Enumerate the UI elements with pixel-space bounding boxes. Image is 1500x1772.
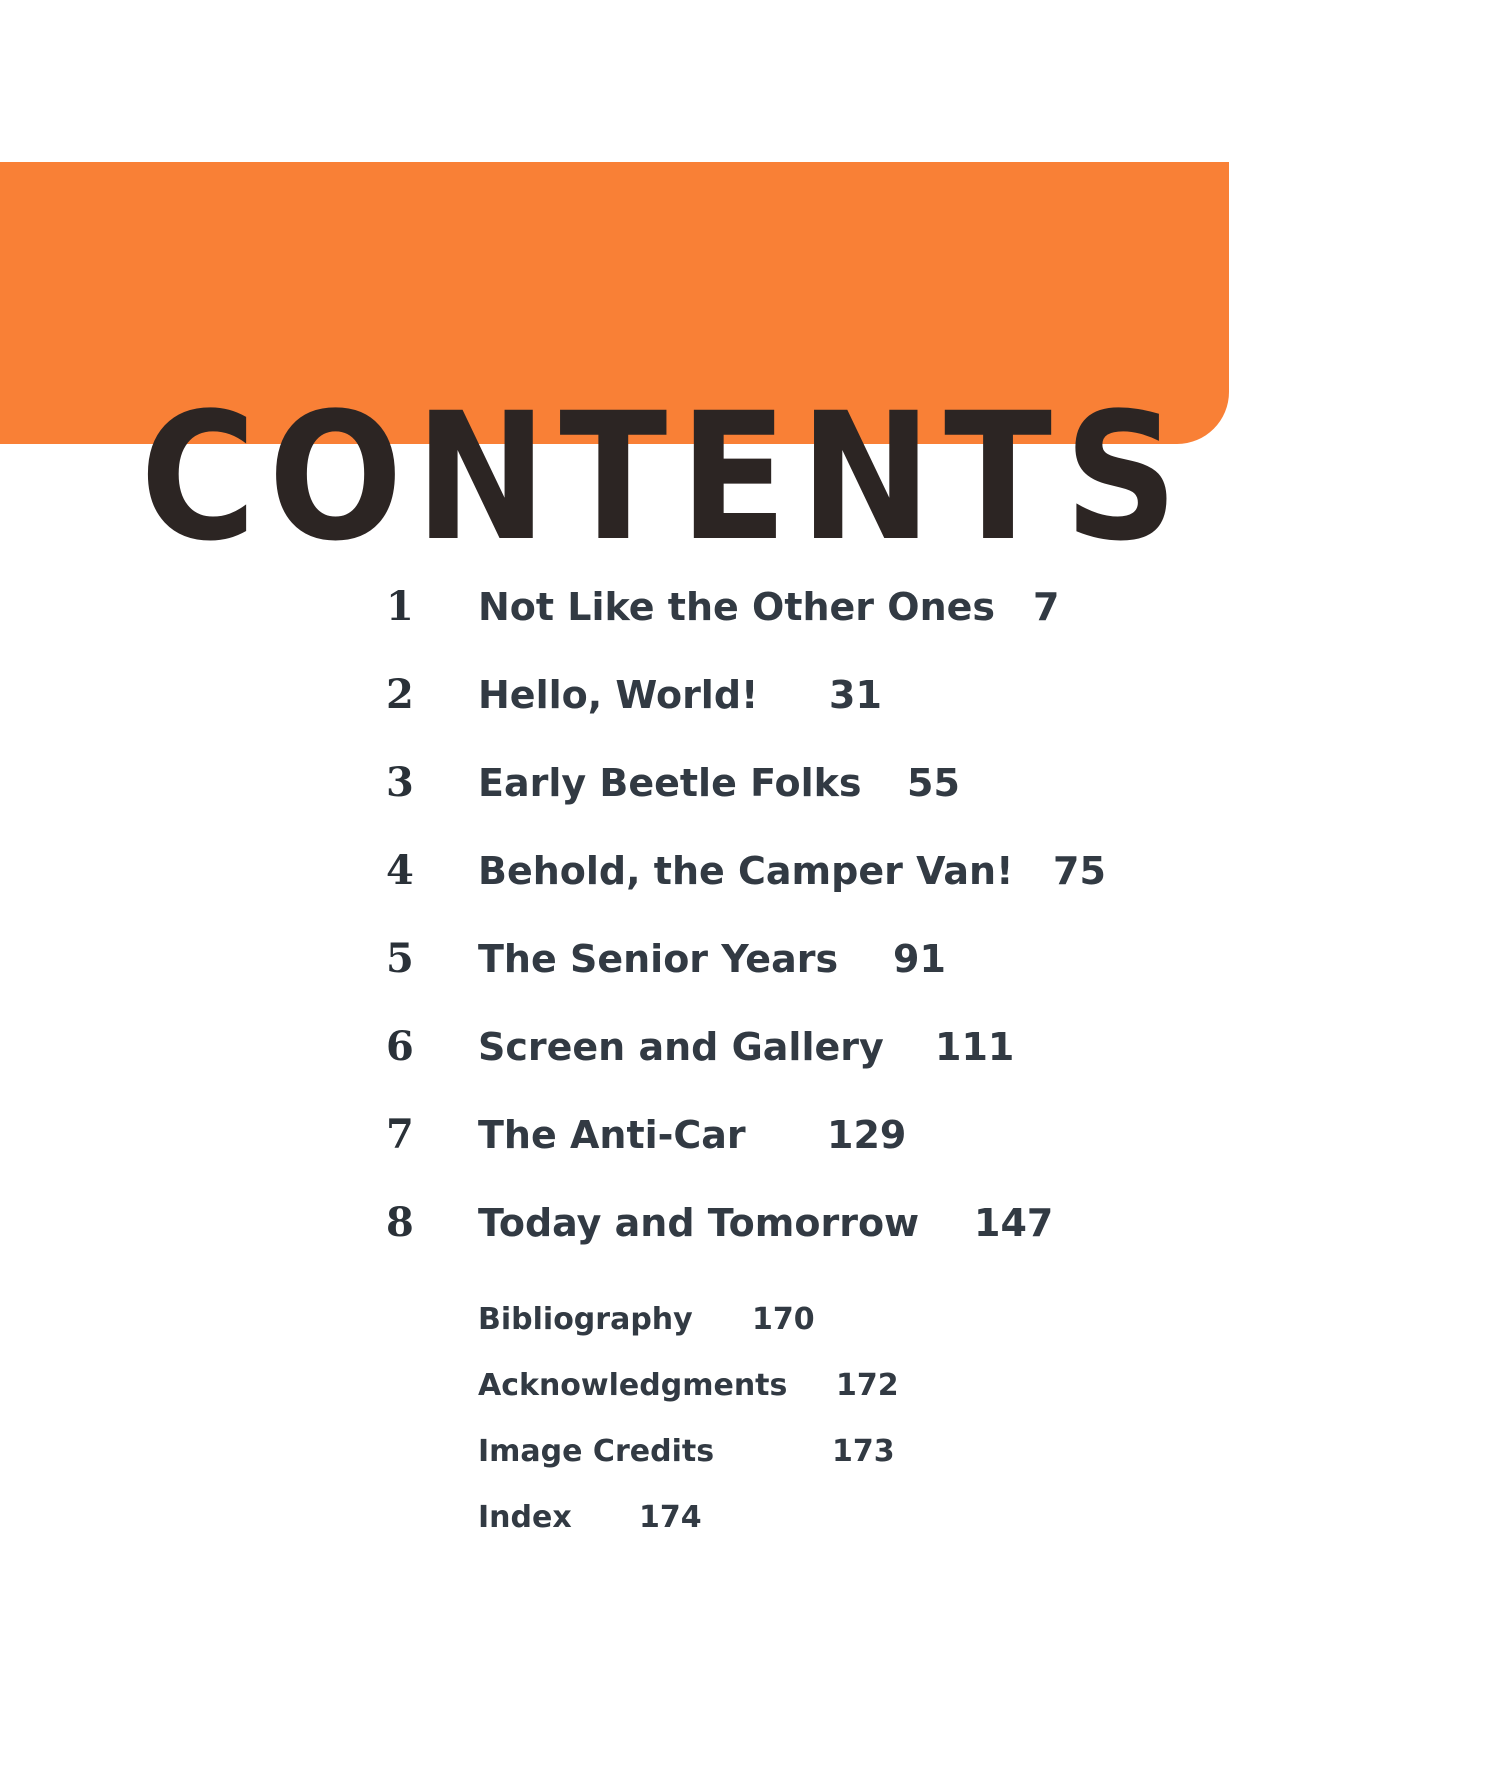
- chapter-title: Hello, World!: [478, 673, 759, 717]
- chapter-number: 7: [386, 1111, 414, 1158]
- chapter-title: Early Beetle Folks: [478, 761, 862, 805]
- chapter-page-number: 55: [907, 761, 960, 805]
- page-title: CONTENTS: [140, 375, 1191, 580]
- chapter-page-number: 129: [827, 1113, 907, 1157]
- chapter-number: 4: [386, 847, 414, 894]
- chapter-title: Today and Tomorrow: [478, 1201, 920, 1245]
- back-matter-page-number: 174: [639, 1500, 702, 1535]
- chapter-number: 1: [386, 583, 414, 630]
- back-matter-title: Index: [478, 1500, 572, 1535]
- chapter-title: The Senior Years: [478, 937, 839, 981]
- chapter-title: The Anti-Car: [478, 1113, 746, 1157]
- chapter-page-number: 147: [974, 1201, 1054, 1245]
- chapter-title: Behold, the Camper Van!: [478, 849, 1014, 893]
- chapter-number: 8: [386, 1199, 414, 1246]
- chapter-page-number: 91: [893, 937, 946, 981]
- chapter-number: 5: [386, 935, 414, 982]
- chapter-page-number: 31: [829, 673, 882, 717]
- back-matter-title: Acknowledgments: [478, 1368, 788, 1403]
- chapter-number: 2: [386, 671, 414, 718]
- chapter-title: Screen and Gallery: [478, 1025, 884, 1069]
- chapter-page-number: 75: [1053, 849, 1106, 893]
- back-matter-title: Bibliography: [478, 1302, 693, 1337]
- contents-banner: [0, 162, 1229, 580]
- back-matter-page-number: 172: [836, 1368, 899, 1403]
- back-matter-page-number: 173: [832, 1434, 895, 1469]
- chapter-page-number: 111: [935, 1025, 1015, 1069]
- chapter-number: 6: [386, 1023, 414, 1070]
- chapter-number: 3: [386, 759, 414, 806]
- back-matter-title: Image Credits: [478, 1434, 715, 1469]
- back-matter-page-number: 170: [752, 1302, 815, 1337]
- chapter-title: Not Like the Other Ones: [478, 585, 996, 629]
- chapter-page-number: 7: [1033, 585, 1060, 629]
